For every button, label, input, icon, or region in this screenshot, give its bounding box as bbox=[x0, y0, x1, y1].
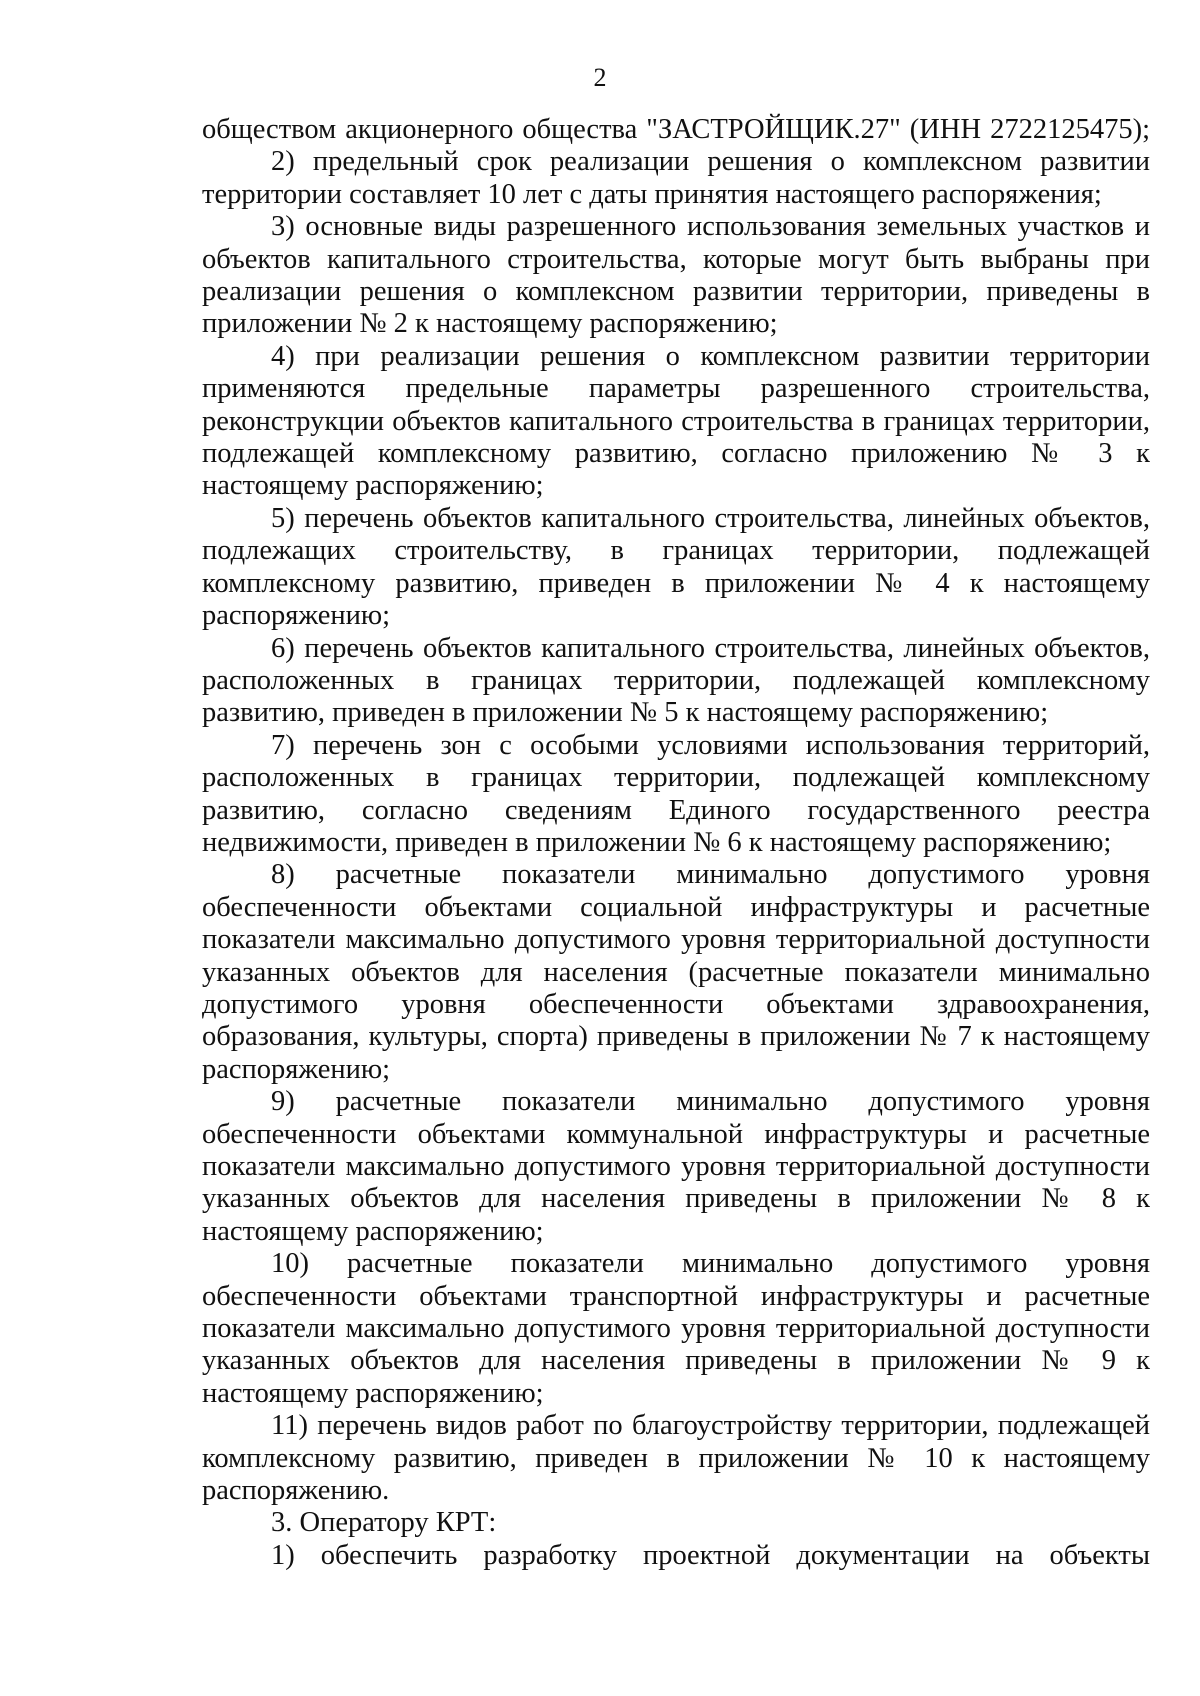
paragraph-item-3: 3) основные виды разрешенного использования земельных участков и объектов капитального строительства, которые могут быть выбраны при реализации решения о комплексном развитии территории, приведены в приложении № 2 к настоящему распоряжению; bbox=[202, 211, 1150, 340]
paragraph-item-6: 6) перечень объектов капитального строительства, линейных объектов, расположенных в границах территории, подлежащей комплексному развитию, приведен в приложении № 5 к настоящему распоряжению; bbox=[202, 632, 1150, 729]
paragraph-item-8: 8) расчетные показатели минимально допустимого уровня обеспеченности объектами социальной инфраструктуры и расчетные показатели максимально допустимого уровня территориальной доступности указанных объектов для населения (расчетные показатели минимально допустимого уровня обеспеченности объектами здравоохранения, образования, культуры, спорта) приведены в приложении № 7 к настоящему распоряжению; bbox=[202, 859, 1150, 1085]
paragraph-item-9: 9) расчетные показатели минимально допустимого уровня обеспеченности объектами коммунальной инфраструктуры и расчетные показатели максимально допустимого уровня территориальной доступности указанных объектов для населения приведены в приложении № 8 к настоящему распоряжению; bbox=[202, 1086, 1150, 1247]
paragraph-item-2: 2) предельный срок реализации решения о комплексном развитии территории составляет 10 лет с даты принятия настоящего распоряжения; bbox=[202, 146, 1150, 210]
paragraph-operator-item-1: 1) обеспечить разработку проектной документации на объекты bbox=[271, 1539, 1150, 1571]
paragraph-item-10: 10) расчетные показатели минимально допустимого уровня обеспеченности объектами транспортной инфраструктуры и расчетные показатели максимально допустимого уровня территориальной доступности указанных объектов для населения приведены в приложении № 9 к настоящему распоряжению; bbox=[202, 1248, 1150, 1409]
paragraph-item-11: 11) перечень видов работ по благоустройству территории, подлежащей комплексному развитию, приведен в приложении № 10 к настоящему распоряжению. bbox=[202, 1410, 1150, 1507]
paragraph-item-4: 4) при реализации решения о комплексном развитии территории применяются предельные параметры разрешенного строительства, реконструкции объектов капитального строительства в границах территории, подлежащей комплексному развитию, согласно приложению № 3 к настоящему распоряжению; bbox=[202, 340, 1150, 502]
paragraph-item-5: 5) перечень объектов капитального строительства, линейных объектов, подлежащих строительству, в границах территории, подлежащей комплексному развитию, приведен в приложении № 4 к настоящему распоряжению; bbox=[202, 502, 1150, 632]
paragraph-item-7: 7) перечень зон с особыми условиями использования территорий, расположенных в границах территории, подлежащей комплексному развитию, согласно сведениям Единого государственного реестра недвижимости, приведен в приложении № 6 к настоящему распоряжению; bbox=[202, 729, 1150, 858]
section-heading-operator: 3. Оператору КРТ: bbox=[271, 1507, 497, 1539]
page-number: 2 bbox=[593, 63, 607, 92]
document-body bbox=[202, 114, 1150, 1572]
paragraph-continuation: обществом акционерного общества "ЗАСТРОЙЩИК.27" (ИНН 2722125475); bbox=[202, 114, 1150, 145]
